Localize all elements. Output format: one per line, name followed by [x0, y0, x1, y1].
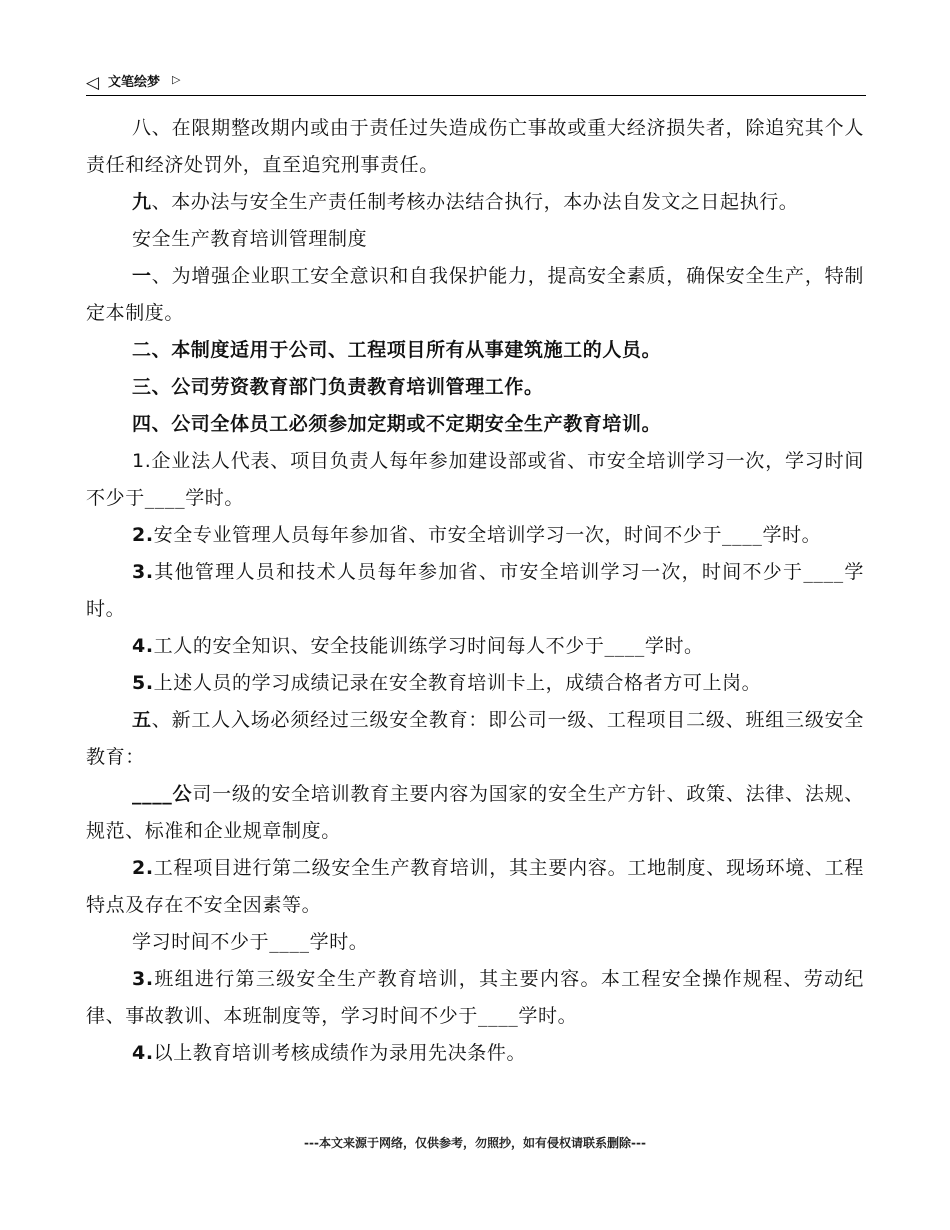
paragraph-lead: 5.: [132, 672, 154, 694]
paragraph-text: 学习时间不少于____学时。: [132, 931, 369, 953]
paragraph-text: 以上教育培训考核成绩作为录用先决条件。: [153, 1042, 527, 1064]
paragraph-text: 企业法人代表、项目负责人每年参加建设部或省、市安全培训学习一次，学习时间不少于____学时。: [86, 450, 864, 509]
paragraph-text: 司一级的安全培训教育主要内容为国家的安全生产方针、政策、法律、法规、规范、标准和企业规章制度。: [86, 783, 864, 842]
paragraph: [86, 369, 864, 406]
paragraph: [86, 554, 864, 628]
paragraph: [86, 184, 864, 221]
paragraph-lead: 四、公司全体员工必须参加定期或不定期安全生产教育培训。: [132, 413, 662, 435]
paragraph-lead: 三、公司劳资教育部门负责教育培训管理工作。: [132, 376, 544, 398]
page-footer: ---本文来源于网络，仅供参考，勿照抄，如有侵权请联系删除---: [304, 1136, 646, 1150]
paragraph: [86, 702, 864, 776]
paragraph-lead: 4.: [132, 635, 154, 657]
paragraph-text: 安全生产教育培训管理制度: [132, 228, 368, 250]
paragraph-lead: 1.: [132, 450, 152, 472]
paragraph-text: 工人的安全知识、安全技能训练学习时间每人不少于____学时。: [153, 635, 704, 657]
paragraph-lead: 一: [132, 265, 152, 287]
header-divider: [86, 95, 866, 96]
paragraph: [86, 850, 864, 924]
paragraph: [86, 332, 864, 369]
paragraph: [86, 776, 864, 850]
paragraph: [86, 1035, 864, 1072]
section-title: [86, 221, 864, 258]
paragraph-lead: 3.: [132, 968, 154, 990]
paragraph-lead: 二、本制度适用于公司、工程项目所有从事建筑施工的人员。: [132, 339, 662, 361]
paragraph-lead: 九: [132, 191, 152, 213]
paragraph: [86, 406, 864, 443]
header-title: 文笔绘梦: [108, 75, 161, 90]
paragraph-lead: 五: [132, 709, 152, 731]
paragraph-lead: 2.: [132, 524, 154, 546]
document-body: [86, 110, 864, 1072]
paragraph-text: 工程项目进行第二级安全生产教育培训，其主要内容。工地制度、现场环境、工程特点及存在不安全因素等。: [86, 857, 864, 916]
paragraph-lead: 3.: [132, 561, 154, 583]
paragraph-text: 班组进行第三级安全生产教育培训，其主要内容。本工程安全操作规程、劳动纪律、事故教训、本班制度等，学习时间不少于____学时。: [86, 968, 864, 1027]
paragraph-text: 在限期整改期内或由于责任过失造成伤亡事故或重大经济损失者，除追究其个人责任和经济处罚外，直至追究刑事责任。: [86, 117, 864, 176]
triangle-left-icon: ◁: [86, 73, 100, 93]
paragraph-text: 、新工人入场必须经过三级安全教育：即公司一级、工程项目二级、班组三级安全教育：: [86, 709, 864, 768]
paragraph: [86, 258, 864, 332]
paragraph-text: 上述人员的学习成绩记录在安全教育培训卡上，成绩合格者方可上岗。: [153, 672, 762, 694]
paragraph-text: 安全专业管理人员每年参加省、市安全培训学习一次，时间不少于____学时。: [153, 524, 822, 546]
paragraph: [86, 924, 864, 961]
paragraph: [86, 961, 864, 1035]
paragraph-text: 其他管理人员和技术人员每年参加省、市安全培训学习一次，时间不少于____学时。: [86, 561, 864, 620]
paragraph-lead: 八、: [132, 117, 172, 139]
paragraph: [86, 110, 864, 184]
paragraph: [86, 443, 864, 517]
triangle-right-icon: ▷: [172, 73, 181, 86]
paragraph: [86, 628, 864, 665]
paragraph: [86, 517, 864, 554]
paragraph-lead: 4.: [132, 1042, 154, 1064]
page-header: [86, 70, 866, 96]
paragraph-text: 、本办法与安全生产责任制考核办法结合执行，本办法自发文之日起执行。: [151, 191, 799, 213]
paragraph-text: 、为增强企业职工安全意识和自我保护能力，提高安全素质，确保安全生产，特制定本制度。: [86, 265, 864, 324]
paragraph: [86, 665, 864, 702]
paragraph-lead: 2.: [132, 857, 154, 879]
paragraph-lead: ____公: [132, 783, 193, 805]
